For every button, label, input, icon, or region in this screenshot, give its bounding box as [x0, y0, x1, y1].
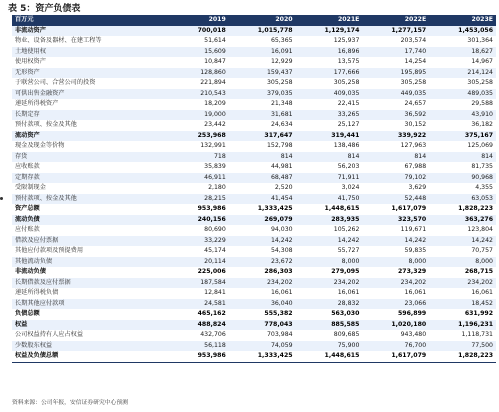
value-cell: 177,666 [296, 68, 363, 79]
row-label: 其他流动负债 [12, 257, 162, 268]
row-label: 长期定存 [12, 110, 162, 121]
row-label: 长期其他应付款项 [12, 299, 162, 310]
value-cell: 24,657 [362, 99, 429, 110]
row-label: 递延所得税负债 [12, 288, 162, 299]
value-cell: 814 [362, 152, 429, 163]
value-cell: 268,715 [429, 267, 496, 278]
value-cell: 700,018 [162, 26, 229, 37]
value-cell: 35,839 [162, 162, 229, 173]
value-cell: 339,922 [362, 131, 429, 142]
source-note: 资料来源：公司年报，安信证券研究中心预测 [12, 400, 128, 406]
table-row [12, 194, 496, 205]
row-label: 土地使用权 [12, 47, 162, 58]
value-cell: 16,091 [229, 47, 296, 58]
value-cell: 703,984 [229, 330, 296, 341]
table-header-row [12, 15, 496, 26]
value-cell: 1,453,056 [429, 26, 496, 37]
value-cell: 152,798 [229, 141, 296, 152]
row-label: 现金及现金等价物 [12, 141, 162, 152]
value-cell: 16,061 [429, 288, 496, 299]
value-cell: 56,118 [162, 341, 229, 352]
value-cell: 28,215 [162, 194, 229, 205]
value-cell: 1,448,615 [296, 204, 363, 215]
table-row [12, 204, 496, 215]
value-cell: 323,570 [362, 215, 429, 226]
value-cell: 375,167 [429, 131, 496, 142]
value-cell: 29,588 [429, 99, 496, 110]
value-cell: 555,382 [229, 309, 296, 320]
value-cell: 409,035 [296, 89, 363, 100]
table-row [12, 110, 496, 121]
value-cell: 814 [296, 152, 363, 163]
header-cell: 2022E [362, 15, 429, 26]
value-cell: 24,581 [162, 299, 229, 310]
header-cell: 2020 [229, 15, 296, 26]
table-row [12, 68, 496, 79]
value-cell: 68,487 [229, 173, 296, 184]
value-cell: 13,575 [296, 57, 363, 68]
value-cell: 23,672 [229, 257, 296, 268]
row-label: 公司权益持有人应占权益 [12, 330, 162, 341]
value-cell: 14,254 [362, 57, 429, 68]
value-cell: 1,277,157 [362, 26, 429, 37]
value-cell: 80,690 [162, 225, 229, 236]
table-row [12, 246, 496, 257]
value-cell: 76,700 [362, 341, 429, 352]
value-cell: 16,061 [362, 288, 429, 299]
value-cell: 809,685 [296, 330, 363, 341]
value-cell: 75,900 [296, 341, 363, 352]
value-cell: 77,500 [429, 341, 496, 352]
value-cell: 1,828,223 [429, 351, 496, 362]
value-cell: 1,333,425 [229, 204, 296, 215]
table-row [12, 320, 496, 331]
value-cell: 631,992 [429, 309, 496, 320]
value-cell: 363,276 [429, 215, 496, 226]
table-row [12, 131, 496, 142]
value-cell: 20,114 [162, 257, 229, 268]
table-row [12, 78, 496, 89]
value-cell: 8,000 [296, 257, 363, 268]
value-cell: 19,000 [162, 110, 229, 121]
value-cell: 953,986 [162, 204, 229, 215]
value-cell: 432,706 [162, 330, 229, 341]
table-row [12, 341, 496, 352]
value-cell: 1,828,223 [429, 204, 496, 215]
value-cell: 269,079 [229, 215, 296, 226]
value-cell: 1,196,231 [429, 320, 496, 331]
row-label: 权益 [12, 320, 162, 331]
table-row [12, 225, 496, 236]
row-label: 少数股东权益 [12, 341, 162, 352]
row-label: 预付款项、按金及其他 [12, 120, 162, 131]
table-row [12, 236, 496, 247]
value-cell: 234,202 [362, 278, 429, 289]
value-cell: 21,348 [229, 99, 296, 110]
value-cell: 718 [162, 152, 229, 163]
value-cell: 15,609 [162, 47, 229, 58]
table-row [12, 89, 496, 100]
value-cell: 16,061 [229, 288, 296, 299]
value-cell: 36,592 [362, 110, 429, 121]
header-cell: 2023E [429, 15, 496, 26]
value-cell: 221,894 [162, 78, 229, 89]
value-cell: 41,454 [229, 194, 296, 205]
value-cell: 1,020,180 [362, 320, 429, 331]
value-cell: 286,303 [229, 267, 296, 278]
value-cell: 10,847 [162, 57, 229, 68]
value-cell: 187,584 [162, 278, 229, 289]
row-label: 应付账款 [12, 225, 162, 236]
row-label: 使用权资产 [12, 57, 162, 68]
row-label: 资产总额 [12, 204, 162, 215]
value-cell: 46,911 [162, 173, 229, 184]
value-cell: 67,988 [362, 162, 429, 173]
value-cell: 14,242 [362, 236, 429, 247]
value-cell: 12,929 [229, 57, 296, 68]
table-row [12, 47, 496, 58]
value-cell: 305,258 [229, 78, 296, 89]
value-cell: 273,329 [362, 267, 429, 278]
row-label: 存货 [12, 152, 162, 163]
value-cell: 74,059 [229, 341, 296, 352]
value-cell: 31,681 [229, 110, 296, 121]
value-cell: 16,061 [296, 288, 363, 299]
value-cell: 2,520 [229, 183, 296, 194]
value-cell: 59,835 [362, 246, 429, 257]
value-cell: 195,895 [362, 68, 429, 79]
value-cell: 301,364 [429, 36, 496, 47]
value-cell: 885,585 [296, 320, 363, 331]
value-cell: 319,441 [296, 131, 363, 142]
value-cell: 36,182 [429, 120, 496, 131]
table-row [12, 57, 496, 68]
row-label: 非流动负债 [12, 267, 162, 278]
value-cell: 203,574 [362, 36, 429, 47]
table-row [12, 215, 496, 226]
value-cell: 210,543 [162, 89, 229, 100]
value-cell: 81,735 [429, 162, 496, 173]
table-row [12, 99, 496, 110]
row-label: 可供出售金融资产 [12, 89, 162, 100]
value-cell: 25,127 [296, 120, 363, 131]
row-label: 递延所得税资产 [12, 99, 162, 110]
row-label: 定期存款 [12, 173, 162, 184]
value-cell: 778,043 [229, 320, 296, 331]
table-title: 表 5：资产负债表 [8, 4, 81, 14]
row-label: 流动负债 [12, 215, 162, 226]
table-body [12, 26, 496, 363]
value-cell: 90,968 [429, 173, 496, 184]
value-cell: 44,981 [229, 162, 296, 173]
value-cell: 2,180 [162, 183, 229, 194]
value-cell: 123,804 [429, 225, 496, 236]
table-row [12, 309, 496, 320]
row-label: 长期借款及应付票据 [12, 278, 162, 289]
value-cell: 234,202 [296, 278, 363, 289]
value-cell: 14,242 [296, 236, 363, 247]
value-cell: 65,365 [229, 36, 296, 47]
value-cell: 45,174 [162, 246, 229, 257]
value-cell: 55,727 [296, 246, 363, 257]
table-row [12, 26, 496, 37]
table-row [12, 257, 496, 268]
value-cell: 1,118,731 [429, 330, 496, 341]
value-cell: 125,069 [429, 141, 496, 152]
value-cell: 14,242 [429, 236, 496, 247]
value-cell: 234,202 [429, 278, 496, 289]
value-cell: 3,024 [296, 183, 363, 194]
table-row [12, 120, 496, 131]
value-cell: 36,040 [229, 299, 296, 310]
table-row [12, 267, 496, 278]
value-cell: 279,095 [296, 267, 363, 278]
table-row [12, 330, 496, 341]
value-cell: 449,035 [362, 89, 429, 100]
value-cell: 814 [229, 152, 296, 163]
value-cell: 30,152 [362, 120, 429, 131]
row-label: 其他应付款项及预提费用 [12, 246, 162, 257]
value-cell: 41,750 [296, 194, 363, 205]
value-cell: 379,035 [229, 89, 296, 100]
value-cell: 16,896 [296, 47, 363, 58]
header-cell: 2019 [162, 15, 229, 26]
value-cell: 596,899 [362, 309, 429, 320]
value-cell: 128,860 [162, 68, 229, 79]
table-row [12, 141, 496, 152]
value-cell: 18,452 [429, 299, 496, 310]
header-cell: 百万元 [12, 15, 162, 26]
value-cell: 317,647 [229, 131, 296, 142]
value-cell: 1,333,425 [229, 351, 296, 362]
row-label: 权益及负债总额 [12, 351, 162, 362]
value-cell: 1,448,615 [296, 351, 363, 362]
value-cell: 305,258 [429, 78, 496, 89]
value-cell: 52,448 [362, 194, 429, 205]
value-cell: 24,634 [229, 120, 296, 131]
table-row [12, 162, 496, 173]
value-cell: 214,124 [429, 68, 496, 79]
value-cell: 18,209 [162, 99, 229, 110]
value-cell: 127,963 [362, 141, 429, 152]
value-cell: 18,627 [429, 47, 496, 58]
value-cell: 943,480 [362, 330, 429, 341]
row-label: 借款及应付票据 [12, 236, 162, 247]
value-cell: 225,006 [162, 267, 229, 278]
value-cell: 159,437 [229, 68, 296, 79]
value-cell: 305,258 [362, 78, 429, 89]
value-cell: 17,740 [362, 47, 429, 58]
value-cell: 12,841 [162, 288, 229, 299]
header-cell: 2021E [296, 15, 363, 26]
table-row [12, 183, 496, 194]
value-cell: 3,629 [362, 183, 429, 194]
value-cell: 253,968 [162, 131, 229, 142]
value-cell: 305,258 [296, 78, 363, 89]
row-label: 无形资产 [12, 68, 162, 79]
value-cell: 234,202 [229, 278, 296, 289]
row-label: 受限制现金 [12, 183, 162, 194]
table-row [12, 36, 496, 47]
table-row [12, 299, 496, 310]
value-cell: 51,614 [162, 36, 229, 47]
value-cell: 465,162 [162, 309, 229, 320]
value-cell: 33,229 [162, 236, 229, 247]
value-cell: 14,242 [229, 236, 296, 247]
value-cell: 94,030 [229, 225, 296, 236]
value-cell: 132,991 [162, 141, 229, 152]
value-cell: 1,617,079 [362, 351, 429, 362]
value-cell: 240,156 [162, 215, 229, 226]
value-cell: 33,265 [296, 110, 363, 121]
value-cell: 1,015,778 [229, 26, 296, 37]
value-cell: 54,308 [229, 246, 296, 257]
value-cell: 4,355 [429, 183, 496, 194]
value-cell: 125,937 [296, 36, 363, 47]
row-label: 于联营公司、合营公司的投资 [12, 78, 162, 89]
value-cell: 63,053 [429, 194, 496, 205]
value-cell: 14,967 [429, 57, 496, 68]
row-label: 应收账款 [12, 162, 162, 173]
table-row [12, 152, 496, 163]
table-row [12, 288, 496, 299]
table-row [12, 351, 496, 362]
value-cell: 71,911 [296, 173, 363, 184]
value-cell: 953,986 [162, 351, 229, 362]
value-cell: 1,129,174 [296, 26, 363, 37]
value-cell: 22,415 [296, 99, 363, 110]
value-cell: 283,935 [296, 215, 363, 226]
value-cell: 8,000 [429, 257, 496, 268]
row-label: 流动资产 [12, 131, 162, 142]
value-cell: 43,910 [429, 110, 496, 121]
table-row [12, 278, 496, 289]
row-label: 负债总额 [12, 309, 162, 320]
value-cell: 138,486 [296, 141, 363, 152]
balance-sheet-table [12, 15, 496, 363]
value-cell: 23,442 [162, 120, 229, 131]
value-cell: 70,757 [429, 246, 496, 257]
row-label: 预付款项、按金及其他 [12, 194, 162, 205]
row-label: 物业、设备及器材、在建工程等 [12, 36, 162, 47]
value-cell: 488,824 [162, 320, 229, 331]
value-cell: 119,671 [362, 225, 429, 236]
value-cell: 56,203 [296, 162, 363, 173]
value-cell: 489,035 [429, 89, 496, 100]
value-cell: 23,066 [362, 299, 429, 310]
value-cell: 79,102 [362, 173, 429, 184]
value-cell: 105,262 [296, 225, 363, 236]
value-cell: 28,832 [296, 299, 363, 310]
table-row [12, 173, 496, 184]
value-cell: 8,000 [362, 257, 429, 268]
value-cell: 814 [429, 152, 496, 163]
row-label: 非流动资产 [12, 26, 162, 37]
value-cell: 1,617,079 [362, 204, 429, 215]
value-cell: 563,030 [296, 309, 363, 320]
bullet-dot [0, 197, 3, 200]
